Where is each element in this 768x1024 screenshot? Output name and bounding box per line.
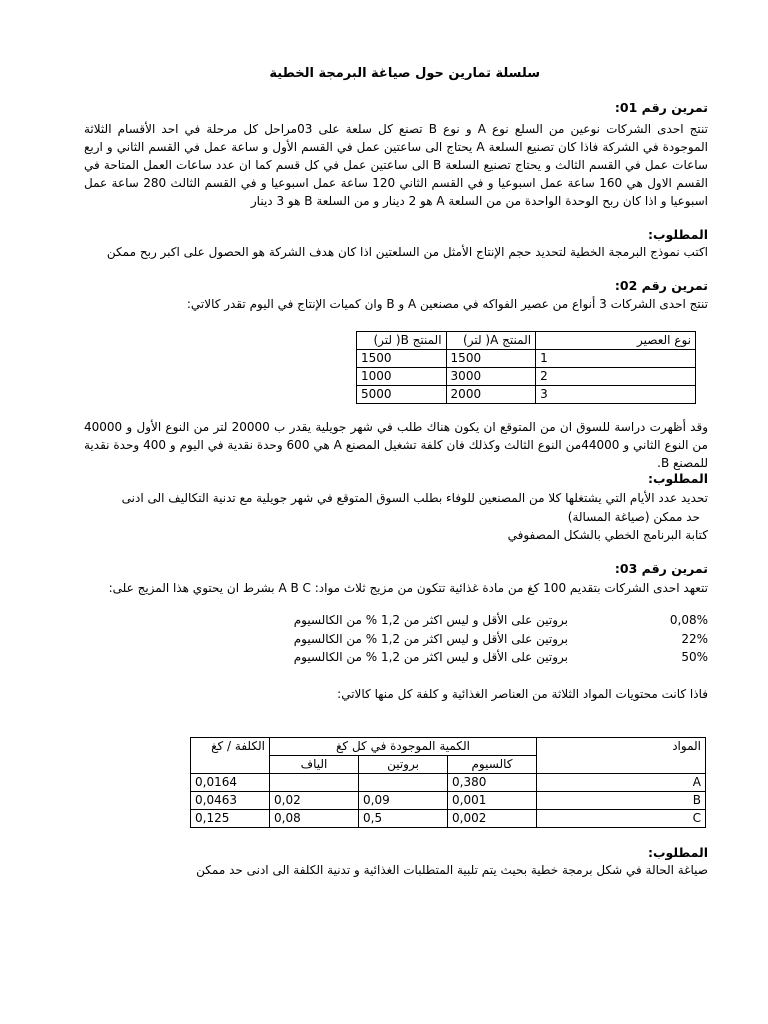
table-cell <box>359 774 448 792</box>
table-row <box>357 368 696 386</box>
document-title: سلسلة تمارين حول صياغة البرمجة الخطية <box>269 66 540 81</box>
table-cell: 0,08 <box>270 810 359 828</box>
condition-value: 50% <box>681 650 708 664</box>
table-header-cell: كالسيوم <box>448 756 537 774</box>
ex2-paragraph: وقد أظهرت دراسة للسوق ان من المتوقع ان يكون هناك طلب في شهر جويلية يقدر ب 20000 لتر من النوع الأول و 40000 من النوع الثاني و 44000من النوع الثالث وكذلك فان كلفة تشغيل المصنع A هي 600 وحدة نقدية في اليوم و 400 وحدة نقدية للمصنع B. <box>84 420 708 470</box>
condition-text: بروتين على الأقل و ليس اكثر من 1,2 % من الكالسيوم <box>293 613 568 627</box>
table-header-cell: الكمية الموجودة في كل كغ <box>270 738 537 756</box>
ex2-heading: تمرين رقم 02: <box>614 278 708 293</box>
table-row <box>357 386 696 404</box>
ex2-required-line: كتابة البرنامج الخطي بالشكل المصفوفي <box>507 528 708 542</box>
table-cell: 1000 <box>357 368 447 386</box>
table-cell: 0,0164 <box>191 774 270 792</box>
table-cell: 0,5 <box>359 810 448 828</box>
table-cell: 0,001 <box>448 792 537 810</box>
ex3-table-intro: فاذا كانت محتويات المواد الثلاثة من العناصر الغذائية و كلفة كل منها كالاتي: <box>337 687 708 701</box>
table-row <box>191 810 706 828</box>
ex1-required-heading: المطلوب: <box>647 227 708 242</box>
ex2-required-line: تحديد عدد الأيام التي يشتغلها كلا من المصنعين للوفاء بطلب السوق المتوقع في شهر جويلية مع تدنية التكاليف الى ادنى <box>121 491 708 505</box>
table-cell: 2000 <box>446 386 536 404</box>
table-cell: 1 <box>536 350 696 368</box>
table-header-row <box>191 738 706 756</box>
ex3-required-text: صياغة الحالة في شكل برمجة خطية بحيث يتم تلبية المتطلبات الغذائية و تدنية الكلفة الى ادنى حد ممكن <box>196 863 708 877</box>
ex3-heading: تمرين رقم 03: <box>614 561 708 576</box>
condition-text: بروتين على الأقل و ليس اكثر من 1,2 % من الكالسيوم <box>293 650 568 664</box>
table-header-cell: الياف <box>270 756 359 774</box>
table-header-cell: بروتين <box>359 756 448 774</box>
ex1-paragraph: تنتج احدى الشركات نوعين من السلع نوع A و نوع B تصنع كل سلعة على 03مراحل كل مرحلة في احد الأقسام الثلاثة الموجودة في الشركة فاذا كان تصنيع السلعة A يحتاج الى ساعتين عمل في القسم الأول و ساعة عمل في القسم الثاني و اربع ساعات عمل في القسم الثالث و يحتاج تصنيع السلعة B الى ساعتين عمل في كل قسم كما ان عدد ساعات العمل المتاحة في القسم الاول هي 160 ساعة عمل اسبوعيا و في القسم الثاني 120 ساعة عمل اسبوعيا و في القسم الثالث 280 ساعة عمل اسبوعيا و اذا كان ربح الوحدة الواحدة من من السلعة A هو 2 دينار و من السلعة B هو 3 دينار <box>84 122 709 208</box>
ex1-required-text: اكتب نموذج البرمجة الخطية لتحديد حجم الإنتاج الأمثل من السلعتين اذا كان هدف الشركة هو الحصول على اكبر ربح ممكن <box>106 245 708 259</box>
table-row <box>191 774 706 792</box>
table-cell: A <box>537 774 706 792</box>
table-header-cell: نوع العصير <box>536 332 696 350</box>
table-cell: 0,380 <box>448 774 537 792</box>
table-cell: 1500 <box>446 350 536 368</box>
table-row <box>191 792 706 810</box>
table-header-row <box>357 332 696 350</box>
table-header-cell: المنتج A( لتر) <box>446 332 536 350</box>
condition-text: بروتين على الأقل و ليس اكثر من 1,2 % من الكالسيوم <box>293 632 568 646</box>
table-header-cell: المنتج B( لتر) <box>357 332 447 350</box>
table-cell: 0,125 <box>191 810 270 828</box>
ex2-required-line: حد ممكن (صياغة المسالة) <box>567 510 700 524</box>
table-row <box>357 350 696 368</box>
table-cell: 0,002 <box>448 810 537 828</box>
ex2-required-heading: المطلوب: <box>647 471 708 486</box>
table-cell: 0,02 <box>270 792 359 810</box>
ex3-required-heading: المطلوب: <box>647 845 708 860</box>
table-cell: C <box>537 810 706 828</box>
condition-value: 0,08% <box>669 613 708 627</box>
table-cell: 0,09 <box>359 792 448 810</box>
ex2-intro: تنتج احدى الشركات 3 أنواع من عصير الفواكه في مصنعين A و B وان كميات الإنتاج في اليوم تقدر كالاتي: <box>186 297 708 311</box>
ex1-heading: تمرين رقم 01: <box>614 100 708 115</box>
table-cell: 1500 <box>357 350 447 368</box>
table-header-cell: الكلفة / كغ <box>191 738 270 774</box>
juice-production-table <box>356 331 696 404</box>
nutrients-cost-table <box>190 737 706 828</box>
table-cell: 5000 <box>357 386 447 404</box>
table-cell: B <box>537 792 706 810</box>
table-cell: 0,0463 <box>191 792 270 810</box>
table-cell: 3000 <box>446 368 536 386</box>
condition-value: 22% <box>681 632 708 646</box>
table-cell: 2 <box>536 368 696 386</box>
table-header-cell: المواد <box>537 738 706 774</box>
ex3-intro: تتعهد احدى الشركات بتقديم 100 كغ من مادة غذائية تتكون من مزيج ثلاث مواد: A B C بشرط ان يحتوي هذا المزيج على: <box>108 581 708 595</box>
table-cell: 3 <box>536 386 696 404</box>
table-cell <box>270 774 359 792</box>
